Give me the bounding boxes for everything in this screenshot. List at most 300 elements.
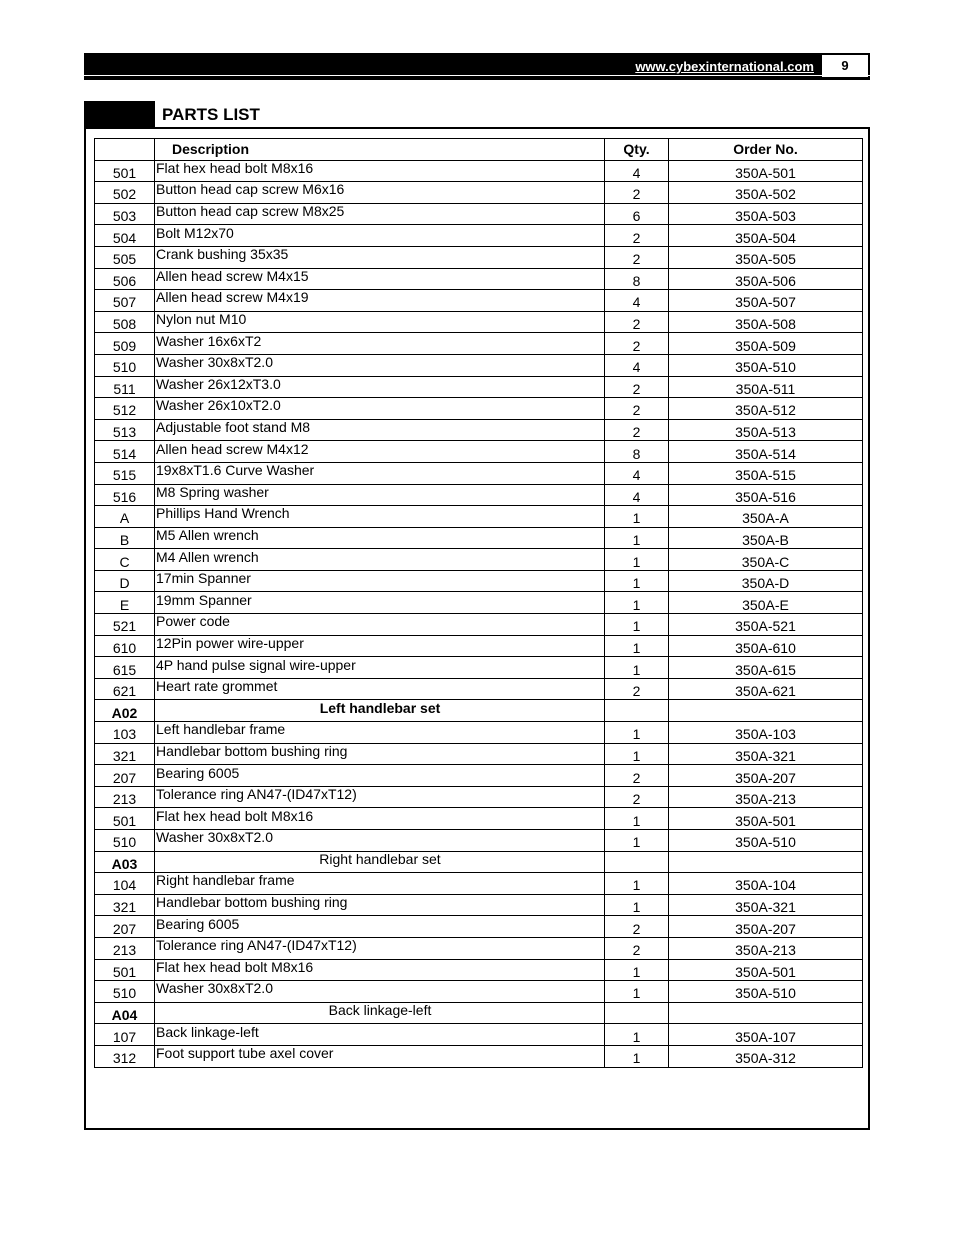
table-row: [95, 354, 863, 376]
description-cell: [155, 916, 605, 938]
set-header-row: [95, 851, 863, 873]
table-row: [95, 916, 863, 938]
part-number-cell: [95, 700, 155, 722]
part-number-cell: [95, 808, 155, 830]
part-number-cell: [95, 743, 155, 765]
part-number-cell-text: A03: [111, 855, 138, 872]
qty-cell: [605, 311, 669, 333]
part-number-cell-text: 610: [112, 639, 137, 656]
order-no-cell: [669, 959, 863, 981]
qty-cell-text: 1: [632, 639, 641, 656]
part-number-cell: [95, 333, 155, 355]
table-row: [95, 311, 863, 333]
order-no-cell-text: 350A-621: [735, 683, 796, 700]
table-row: [95, 419, 863, 441]
qty-cell-text: 1: [632, 1028, 641, 1045]
part-number-cell: [95, 722, 155, 744]
description-cell: [155, 333, 605, 355]
table-row: [95, 182, 863, 204]
description-cell: [155, 786, 605, 808]
description-cell-text: Left handlebar set: [319, 699, 441, 716]
part-number-cell-text: 510: [112, 359, 137, 376]
description-cell-text: Washer 26x10xT2.0: [156, 397, 281, 414]
part-number-cell-text: A02: [111, 704, 138, 721]
order-no-cell-text: 350A-504: [735, 229, 796, 246]
part-number-cell-text: 107: [112, 1028, 137, 1045]
qty-cell: [605, 786, 669, 808]
qty-cell-text: 2: [632, 920, 641, 937]
qty-cell: [605, 290, 669, 312]
part-number-cell: [95, 657, 155, 679]
table-row: [95, 786, 863, 808]
order-no-cell: [669, 894, 863, 916]
part-number-cell-text: 501: [112, 164, 137, 181]
qty-cell-text: 4: [632, 359, 641, 376]
order-no-cell: [669, 441, 863, 463]
order-no-cell: [669, 937, 863, 959]
description-cell-text: M4 Allen wrench: [156, 548, 259, 565]
part-number-cell-text: E: [119, 596, 130, 613]
qty-cell-text: 4: [632, 488, 641, 505]
description-cell: [155, 851, 605, 873]
set-header-row: [95, 1002, 863, 1024]
part-number-cell-text: C: [119, 553, 130, 570]
part-number-cell: [95, 959, 155, 981]
order-no-cell: [669, 981, 863, 1003]
part-number-cell-text: 512: [112, 402, 137, 419]
description-cell-text: Washer 30x8xT2.0: [156, 980, 273, 997]
qty-cell-text: 1: [632, 553, 641, 570]
description-cell: [155, 700, 605, 722]
order-no-cell-text: 350A-321: [735, 899, 796, 916]
part-number-cell: [95, 1024, 155, 1046]
description-cell-text: Handlebar bottom bushing ring: [156, 742, 348, 759]
table-row: [95, 398, 863, 420]
table-row: [95, 657, 863, 679]
table-row: [95, 527, 863, 549]
part-number-cell-text: 501: [112, 963, 137, 980]
page-number: 9: [822, 55, 868, 77]
parts-table: [94, 138, 863, 1068]
table-row: [95, 808, 863, 830]
part-number-cell-text: 507: [112, 294, 137, 311]
table-row: [95, 462, 863, 484]
description-cell: [155, 592, 605, 614]
order-no-cell: [669, 786, 863, 808]
parts-table-body: [95, 160, 863, 1067]
table-row: [95, 635, 863, 657]
table-row: [95, 225, 863, 247]
description-cell: [155, 160, 605, 182]
qty-cell-text: 1: [632, 726, 641, 743]
description-cell-text: M8 Spring washer: [156, 483, 269, 500]
qty-cell-text: 1: [632, 899, 641, 916]
order-no-cell-text: 350A-610: [735, 639, 796, 656]
order-no-cell-text: 350A-103: [735, 726, 796, 743]
order-no-cell-text: 350A-510: [735, 834, 796, 851]
table-row: [95, 959, 863, 981]
qty-cell-text: 2: [632, 424, 641, 441]
qty-cell-text: 2: [632, 380, 641, 397]
description-cell: [155, 743, 605, 765]
order-no-cell-text: 350A-503: [735, 208, 796, 225]
description-cell: [155, 937, 605, 959]
order-no-cell-text: 350A-B: [742, 531, 789, 548]
qty-cell: [605, 678, 669, 700]
table-row: [95, 484, 863, 506]
part-number-cell-text: 103: [112, 726, 137, 743]
order-no-cell: [669, 398, 863, 420]
part-number-cell-text: 213: [112, 791, 137, 808]
qty-cell-text: 2: [632, 251, 641, 268]
description-cell-text: Washer 30x8xT2.0: [156, 829, 273, 846]
order-no-cell: [669, 657, 863, 679]
qty-cell: [605, 700, 669, 722]
description-cell: [155, 203, 605, 225]
qty-cell-text: 1: [632, 1050, 641, 1067]
description-cell-text: Back linkage-left: [328, 1002, 432, 1019]
qty-cell-text: 2: [632, 791, 641, 808]
header-rule: [84, 75, 870, 76]
description-cell-text: Right handlebar frame: [156, 872, 295, 889]
qty-cell-text: 2: [632, 402, 641, 419]
part-number-cell: [95, 506, 155, 528]
part-number-cell: [95, 592, 155, 614]
qty-cell-text: 2: [632, 316, 641, 333]
order-no-cell-text: 350A-502: [735, 186, 796, 203]
description-cell: [155, 873, 605, 895]
order-no-cell-text: 350A-513: [735, 424, 796, 441]
description-cell: [155, 722, 605, 744]
description-cell: [155, 635, 605, 657]
order-no-cell: [669, 290, 863, 312]
table-row: [95, 268, 863, 290]
description-cell: [155, 268, 605, 290]
part-number-cell: [95, 398, 155, 420]
part-number-cell-text: B: [119, 531, 130, 548]
table-row: [95, 614, 863, 636]
order-no-cell-text: 350A-506: [735, 272, 796, 289]
description-cell-text: Crank bushing 35x35: [156, 246, 289, 263]
qty-cell-text: 2: [632, 229, 641, 246]
description-cell: [155, 354, 605, 376]
description-cell-text: Heart rate grommet: [156, 678, 278, 695]
order-no-cell-text: 350A-509: [735, 337, 796, 354]
part-number-cell-text: 503: [112, 208, 137, 225]
description-cell-text: Bolt M12x70: [156, 224, 234, 241]
description-cell-text: Washer 16x6xT2: [156, 332, 262, 349]
website-link[interactable]: www.cybexinternational.com: [635, 59, 814, 74]
order-no-cell: [669, 808, 863, 830]
description-cell-text: Phillips Hand Wrench: [156, 505, 290, 522]
order-no-cell-text: 350A-107: [735, 1028, 796, 1045]
order-no-cell: [669, 225, 863, 247]
description-cell: [155, 657, 605, 679]
description-cell-text: Adjustable foot stand M8: [156, 419, 311, 436]
table-row: [95, 506, 863, 528]
table-row: [95, 1045, 863, 1067]
qty-cell: [605, 635, 669, 657]
part-number-cell: [95, 873, 155, 895]
qty-cell-text: 2: [632, 186, 641, 203]
table-row: [95, 592, 863, 614]
order-no-cell-text: 350A-507: [735, 294, 796, 311]
order-no-cell: [669, 830, 863, 852]
order-no-cell: [669, 1024, 863, 1046]
qty-cell: [605, 506, 669, 528]
part-number-cell-text: 615: [112, 661, 137, 678]
description-cell-text: Button head cap screw M8x25: [156, 203, 345, 220]
table-row: [95, 246, 863, 268]
order-no-cell-text: 350A-207: [735, 769, 796, 786]
order-no-cell-text: 350A-213: [735, 791, 796, 808]
part-number-cell-text: 321: [112, 747, 137, 764]
qty-cell-text: 4: [632, 467, 641, 484]
description-cell: [155, 419, 605, 441]
qty-cell: [605, 851, 669, 873]
order-no-cell-text: 350A-521: [735, 618, 796, 635]
part-number-cell: [95, 376, 155, 398]
qty-cell: [605, 527, 669, 549]
order-no-cell: [669, 765, 863, 787]
description-cell: [155, 441, 605, 463]
qty-cell: [605, 657, 669, 679]
order-no-cell: [669, 376, 863, 398]
qty-cell: [605, 765, 669, 787]
description-cell-text: 19x8xT1.6 Curve Washer: [156, 462, 315, 479]
part-number-cell-text: 312: [112, 1050, 137, 1067]
part-number-cell: [95, 484, 155, 506]
qty-cell: [605, 937, 669, 959]
qty-cell-text: 6: [632, 208, 641, 225]
description-cell-text: 12Pin power wire-upper: [156, 634, 304, 651]
order-no-cell-text: 350A-312: [735, 1050, 796, 1067]
order-no-cell-text: 350A-501: [735, 164, 796, 181]
order-no-cell: [669, 203, 863, 225]
description-cell-text: Washer 26x12xT3.0: [156, 375, 281, 392]
table-row: [95, 722, 863, 744]
qty-cell-text: 2: [632, 769, 641, 786]
table-row: [95, 333, 863, 355]
qty-cell: [605, 873, 669, 895]
qty-cell: [605, 981, 669, 1003]
description-cell-text: Tolerance ring AN47-(ID47xT12): [156, 937, 357, 954]
qty-cell: [605, 484, 669, 506]
description-cell: [155, 376, 605, 398]
order-no-cell: [669, 916, 863, 938]
qty-cell-text: 4: [632, 164, 641, 181]
part-number-cell-text: 506: [112, 272, 137, 289]
part-number-cell: [95, 311, 155, 333]
qty-cell-text: 2: [632, 942, 641, 959]
part-number-cell-text: 504: [112, 229, 137, 246]
order-no-cell: [669, 527, 863, 549]
qty-cell: [605, 419, 669, 441]
qty-cell-text: 1: [632, 747, 641, 764]
part-number-cell-text: 514: [112, 445, 137, 462]
order-no-cell-text: 350A-515: [735, 467, 796, 484]
qty-cell: [605, 398, 669, 420]
order-no-cell-text: 350A-A: [742, 510, 789, 527]
part-number-cell: [95, 894, 155, 916]
qty-cell-text: 8: [632, 272, 641, 289]
qty-cell-text: 1: [632, 834, 641, 851]
description-cell-text: Flat hex head bolt M8x16: [156, 159, 314, 176]
description-cell-text: M5 Allen wrench: [156, 526, 259, 543]
description-cell: [155, 398, 605, 420]
part-number-cell: [95, 851, 155, 873]
qty-cell: [605, 722, 669, 744]
qty-cell-text: 1: [632, 661, 641, 678]
order-no-cell-text: 350A-501: [735, 812, 796, 829]
description-cell: [155, 246, 605, 268]
part-number-cell: [95, 916, 155, 938]
part-number-cell-text: 511: [113, 380, 136, 397]
order-no-cell: [669, 592, 863, 614]
page-header-bar: [84, 53, 870, 80]
description-cell-text: Flat hex head bolt M8x16: [156, 807, 314, 824]
part-number-cell-text: 508: [112, 316, 137, 333]
part-number-cell-text: 321: [112, 899, 137, 916]
table-row: [95, 678, 863, 700]
order-no-cell-text: 350A-501: [735, 963, 796, 980]
qty-cell: [605, 570, 669, 592]
part-number-cell: [95, 182, 155, 204]
description-cell: [155, 894, 605, 916]
description-cell-text: Allen head screw M4x12: [156, 440, 309, 457]
qty-cell: [605, 182, 669, 204]
order-no-cell: [669, 246, 863, 268]
table-row: [95, 1024, 863, 1046]
qty-cell-text: 2: [632, 683, 641, 700]
part-number-cell: [95, 570, 155, 592]
description-cell-text: 17min Spanner: [156, 570, 251, 587]
order-no-cell-text: 350A-C: [741, 553, 790, 570]
order-no-cell-text: 350A-511: [735, 380, 796, 397]
header-qty: Qty.: [605, 139, 669, 161]
table-row: [95, 830, 863, 852]
description-cell-text: Bearing 6005: [156, 764, 240, 781]
header-order-no: Order No.: [669, 139, 863, 161]
order-no-cell-text: 350A-E: [742, 596, 789, 613]
qty-cell: [605, 225, 669, 247]
order-no-cell-text: 350A-321: [735, 747, 796, 764]
part-number-cell-text: 521: [112, 618, 137, 635]
part-number-cell: [95, 786, 155, 808]
part-number-cell: [95, 981, 155, 1003]
part-number-cell-text: 510: [112, 985, 137, 1002]
qty-cell: [605, 160, 669, 182]
description-cell-text: Flat hex head bolt M8x16: [156, 958, 314, 975]
table-row: [95, 743, 863, 765]
qty-cell: [605, 268, 669, 290]
qty-cell: [605, 462, 669, 484]
qty-cell-text: 1: [632, 575, 641, 592]
part-number-cell-text: 516: [112, 488, 137, 505]
description-cell: [155, 1024, 605, 1046]
part-number-cell: [95, 246, 155, 268]
table-row: [95, 894, 863, 916]
order-no-cell-text: 350A-505: [735, 251, 796, 268]
order-no-cell: [669, 700, 863, 722]
order-no-cell-text: 350A-514: [735, 445, 796, 462]
description-cell: [155, 225, 605, 247]
part-number-cell-text: 621: [112, 683, 137, 700]
part-number-cell: [95, 354, 155, 376]
description-cell: [155, 311, 605, 333]
qty-cell: [605, 808, 669, 830]
table-row: [95, 203, 863, 225]
qty-cell: [605, 1045, 669, 1067]
part-number-cell-text: 501: [112, 812, 137, 829]
table-row: [95, 981, 863, 1003]
part-number-cell-text: A: [119, 510, 130, 527]
table-row: [95, 376, 863, 398]
qty-cell: [605, 830, 669, 852]
qty-cell: [605, 743, 669, 765]
part-number-cell: [95, 290, 155, 312]
order-no-cell: [669, 614, 863, 636]
order-no-cell: [669, 722, 863, 744]
description-cell: [155, 765, 605, 787]
table-row: [95, 765, 863, 787]
description-cell-text: Back linkage-left: [156, 1023, 259, 1040]
qty-cell: [605, 333, 669, 355]
part-number-cell-text: 513: [112, 424, 137, 441]
order-no-cell-text: 350A-510: [735, 985, 796, 1002]
qty-cell: [605, 614, 669, 636]
order-no-cell: [669, 354, 863, 376]
table-row: [95, 937, 863, 959]
part-number-cell: [95, 527, 155, 549]
header-description: Description: [155, 139, 605, 161]
order-no-cell: [669, 743, 863, 765]
part-number-cell: [95, 268, 155, 290]
qty-cell: [605, 549, 669, 571]
order-no-cell: [669, 1045, 863, 1067]
order-no-cell-text: 350A-508: [735, 316, 796, 333]
description-cell-text: Allen head screw M4x15: [156, 267, 309, 284]
description-cell: [155, 678, 605, 700]
qty-cell: [605, 592, 669, 614]
table-header-row: [95, 139, 863, 161]
part-number-cell-text: 505: [112, 251, 137, 268]
order-no-cell: [669, 873, 863, 895]
qty-cell: [605, 376, 669, 398]
part-number-cell: [95, 203, 155, 225]
part-number-cell: [95, 419, 155, 441]
part-number-cell: [95, 160, 155, 182]
part-number-cell-text: 515: [112, 467, 137, 484]
description-cell-text: Left handlebar frame: [156, 721, 286, 738]
order-no-cell: [669, 268, 863, 290]
table-row: [95, 290, 863, 312]
qty-cell-text: 1: [632, 596, 641, 613]
qty-cell-text: 1: [632, 812, 641, 829]
qty-cell-text: 1: [632, 618, 641, 635]
description-cell: [155, 1045, 605, 1067]
order-no-cell: [669, 678, 863, 700]
description-cell: [155, 981, 605, 1003]
set-header-row: [95, 700, 863, 722]
part-number-cell-text: 207: [112, 769, 137, 786]
order-no-cell-text: 350A-516: [735, 488, 796, 505]
table-row: [95, 441, 863, 463]
order-no-cell: [669, 851, 863, 873]
part-number-cell-text: 502: [112, 186, 137, 203]
part-number-cell-text: 509: [112, 337, 137, 354]
description-cell-text: 4P hand pulse signal wire-upper: [156, 656, 356, 673]
